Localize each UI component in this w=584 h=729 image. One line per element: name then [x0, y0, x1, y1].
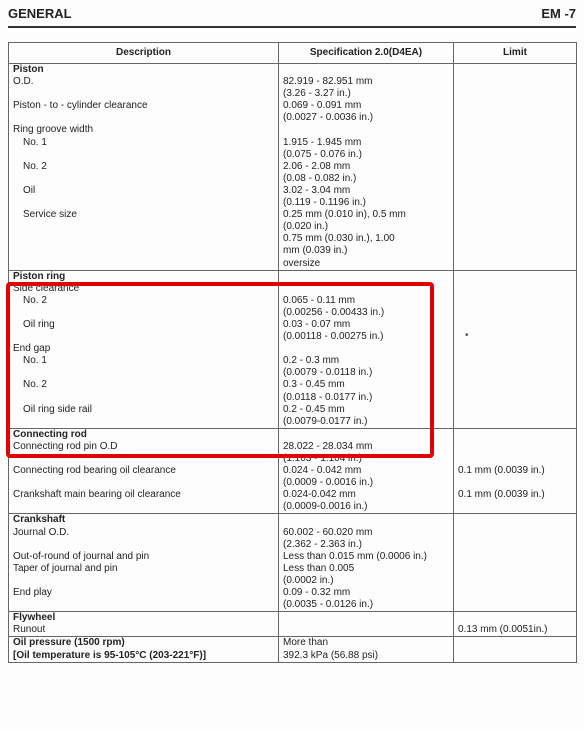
- piston-spec: [279, 64, 454, 271]
- connecting-rod-limit: [454, 428, 577, 514]
- table-row-flywheel: [9, 612, 577, 637]
- piston-ring-spec-line: (0.0118 - 0.0177 in.): [283, 391, 373, 403]
- piston-spec-line: 0.25 mm (0.010 in), 0.5 mm: [283, 209, 406, 221]
- connecting-rod-spec-line: (0.0009 - 0.0016 in.): [283, 477, 374, 489]
- piston-ring-spec-line: (0.0079-0.0177 in.): [283, 415, 368, 427]
- piston-spec-line: mm (0.039 in.): [283, 245, 348, 257]
- piston-ring-desc-line: Oil ring: [23, 318, 55, 330]
- crankshaft-title: Crankshaft: [13, 514, 66, 526]
- connecting-rod-limit-line: [458, 477, 572, 489]
- piston-spec-line: 0.75 mm (0.030 in.), 1.00: [283, 233, 395, 245]
- crankshaft-desc-line: End play: [13, 587, 52, 599]
- connecting-rod-desc-line: [13, 501, 274, 513]
- crankshaft-spec-line: Less than 0.005: [283, 562, 355, 574]
- crankshaft-desc-line: [13, 539, 274, 551]
- oil-pressure-spec: [279, 637, 454, 662]
- piston-desc-line: Oil: [23, 184, 36, 196]
- piston-spec-line: 3.02 - 3.04 mm: [283, 184, 351, 196]
- piston-ring-spec-line: (0.00256 - 0.00433 in.): [283, 306, 385, 318]
- crankshaft-spec-line: (0.0002 in.): [283, 574, 334, 586]
- oil-pressure-desc: [9, 637, 279, 662]
- piston-ring-spec-line: 0.2 - 0.45 mm: [283, 403, 345, 415]
- section-title: GENERAL: [8, 6, 72, 21]
- connecting-rod-limit-line: [458, 501, 572, 513]
- piston-spec-line: 0.069 - 0.091 mm: [283, 100, 362, 112]
- piston-ring-spec-line: 0.065 - 0.11 mm: [283, 294, 356, 306]
- page-number: EM -7: [541, 6, 576, 21]
- piston-ring-spec-line: 0.3 - 0.45 mm: [283, 379, 345, 391]
- flywheel-title: Flywheel: [13, 612, 56, 624]
- piston-desc-line: [13, 173, 274, 185]
- piston-ring-spec-line: 0.2 - 0.3 mm: [283, 355, 340, 367]
- oil-temperature-note: [Oil temperature is 95-105°C (203-221°F)]: [13, 649, 207, 661]
- piston-ring-limit: [454, 270, 577, 428]
- table-header-row: [9, 43, 577, 64]
- connecting-rod-spec-line: 0.024 - 0.042 mm: [283, 465, 362, 477]
- piston-ring-spec-line: (0.0079 - 0.0118 in.): [283, 367, 373, 379]
- piston-desc-line: Ring groove width: [13, 124, 94, 136]
- oil-pressure-title: Oil pressure (1500 rpm): [13, 637, 125, 649]
- crankshaft-desc-line: [13, 599, 274, 611]
- crankshaft-spec-line: 60.002 - 60.020 mm: [283, 526, 373, 538]
- piston-ring-desc-line: No. 1: [23, 355, 47, 367]
- piston-desc-line: [13, 112, 274, 124]
- piston-desc-line: Service size: [23, 209, 77, 221]
- scan-speck: •: [465, 330, 469, 341]
- table-row-crankshaft: [9, 514, 577, 612]
- piston-spec-line: oversize: [283, 257, 321, 269]
- piston-desc-line: No. 2: [23, 160, 47, 172]
- flywheel-desc: [9, 612, 279, 637]
- crankshaft-limit: [454, 514, 577, 612]
- connecting-rod-limit-line: [458, 453, 572, 465]
- connecting-rod-spec-line: (1.103 - 1.104 in.): [283, 453, 362, 464]
- oil-pressure-limit: [454, 637, 577, 662]
- piston-spec-line: (0.075 - 0.076 in.): [283, 148, 362, 160]
- connecting-rod-desc-line: [13, 477, 274, 489]
- table-row-piston: [9, 64, 577, 271]
- crankshaft-spec: [279, 514, 454, 612]
- piston-spec-line: 1.915 - 1.945 mm: [283, 136, 362, 148]
- oil-pressure-spec-line: More than: [283, 637, 329, 649]
- piston-desc-line: [13, 88, 274, 100]
- connecting-rod-limit-line: 0.1 mm (0.0039 in.): [458, 465, 545, 477]
- piston-spec-line: (0.119 - 0.1196 in.): [283, 197, 367, 209]
- piston-spec-line: (0.0027 - 0.0036 in.): [283, 112, 374, 124]
- piston-spec-line: 2.06 - 2.08 mm: [283, 160, 351, 172]
- highlight-box: [6, 282, 434, 458]
- connecting-rod-limit-line: 0.1 mm (0.0039 in.): [458, 489, 545, 501]
- piston-spec-line: (3.26 - 3.27 in.): [283, 88, 351, 100]
- piston-desc-line: No. 1: [23, 136, 47, 148]
- piston-spec-line: (0.020 in.): [283, 221, 329, 233]
- col-limit: Limit: [454, 43, 577, 64]
- crankshaft-spec-line: Less than 0.015 mm (0.0006 in.): [283, 550, 427, 562]
- col-description: Description: [9, 43, 279, 64]
- piston-spec-line: [283, 124, 449, 136]
- piston-desc-line: [13, 149, 274, 161]
- connecting-rod-desc-line: Connecting rod bearing oil clearance: [13, 465, 176, 477]
- flywheel-limit-line: 0.13 mm (0.0051in.): [458, 624, 548, 636]
- crankshaft-desc-line: [13, 575, 274, 587]
- connecting-rod-desc-line: Crankshaft main bearing oil clearance: [13, 489, 181, 501]
- page-header: [8, 6, 576, 26]
- connecting-rod-spec-line: (0.0009-0.0016 in.): [283, 501, 368, 513]
- connecting-rod-spec-line: 28.022 - 28.034 mm: [283, 440, 373, 452]
- piston-ring-title: Piston ring: [13, 270, 66, 282]
- flywheel-desc-line: Runout: [13, 624, 46, 636]
- piston-desc-line: O.D.: [13, 76, 34, 88]
- table-row-oil-pressure: [9, 637, 577, 662]
- crankshaft-desc-line: Journal O.D.: [13, 526, 70, 538]
- connecting-rod-limit-line: [458, 441, 572, 453]
- header-rule: [8, 26, 576, 28]
- piston-desc-line: [13, 197, 274, 209]
- piston-desc-line: Piston - to - cylinder clearance: [13, 100, 148, 112]
- connecting-rod-title: Connecting rod: [13, 428, 87, 440]
- crankshaft-desc: [9, 514, 279, 612]
- piston-ring-desc-line: Oil ring side rail: [23, 403, 92, 415]
- piston-desc: [9, 64, 279, 271]
- flywheel-limit: [454, 612, 577, 637]
- crankshaft-spec-line: 0.09 - 0.32 mm: [283, 587, 351, 599]
- piston-spec-line: (0.08 - 0.082 in.): [283, 172, 357, 184]
- piston-spec-line: 82.919 - 82.951 mm: [283, 76, 373, 88]
- piston-ring-desc-line: No. 2: [23, 294, 47, 306]
- piston-ring-desc-line: Side clearance: [13, 282, 80, 294]
- oil-pressure-spec-line: 392.3 kPa (56.88 psi): [283, 649, 379, 661]
- crankshaft-desc-line: Out-of-round of journal and pin: [13, 550, 150, 562]
- piston-ring-desc-line: No. 2: [23, 379, 47, 391]
- crankshaft-spec-line: (0.0035 - 0.0126 in.): [283, 599, 374, 611]
- piston-ring-desc-line: End gap: [13, 343, 51, 355]
- crankshaft-desc-line: Taper of journal and pin: [13, 562, 118, 574]
- flywheel-spec: [279, 612, 454, 637]
- piston-limit: [454, 64, 577, 271]
- piston-ring-spec-line: 0.03 - 0.07 mm: [283, 318, 351, 330]
- col-specification: Specification 2.0(D4EA): [279, 43, 454, 64]
- piston-title: Piston: [13, 64, 44, 75]
- crankshaft-spec-line: (2.362 - 2.363 in.): [283, 538, 362, 550]
- piston-ring-spec-line: (0.00118 - 0.00275 in.): [283, 331, 384, 343]
- connecting-rod-spec-line: 0.024-0.042 mm: [283, 489, 356, 501]
- connecting-rod-desc-line: Connecting rod pin O.D: [13, 440, 118, 452]
